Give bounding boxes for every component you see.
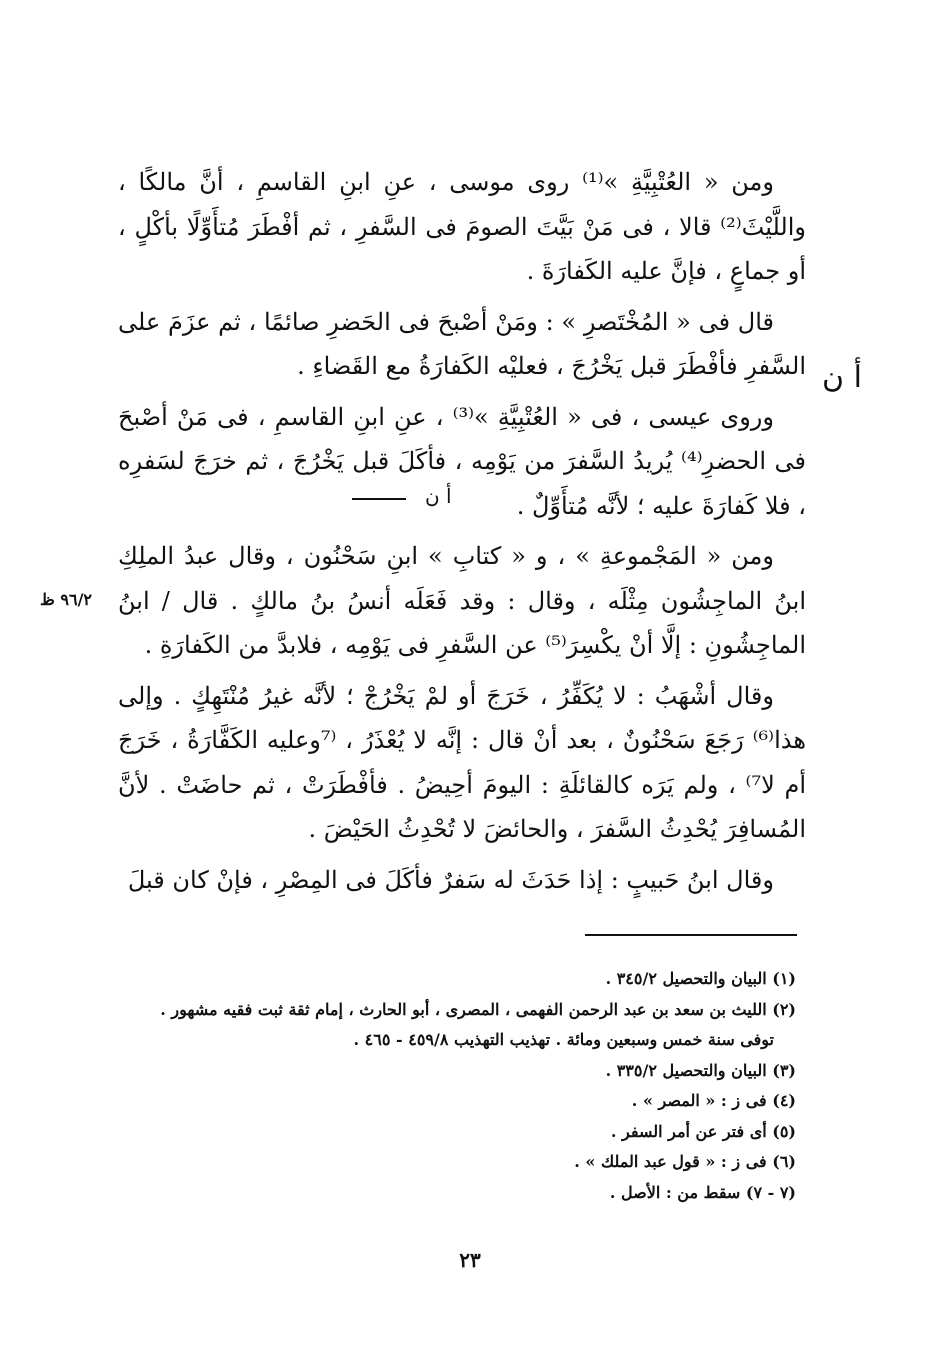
- main-text: [118, 160, 806, 902]
- footnote: (٥) أى فتر عن أمر السفر .: [610, 1121, 796, 1141]
- footnote: (١) البيان والتحصيل ٣٤٥/٢ .: [605, 969, 796, 988]
- footnotes: [120, 964, 796, 1208]
- footnote-separator: [585, 934, 797, 936]
- footnote: (٧ - ٧) سقط من : الأصل .: [609, 1182, 796, 1202]
- inline-dash-rule: [352, 498, 406, 500]
- paragraph: وروى عيسى ، فى « العُتْبِيَّةِ »⁽³⁾ ، عنِ ابنِ القاسمِ ، فى مَنْ أصْبحَ فى الحضرِ⁽⁴⁾ يُريدُ السَّفرَ من يَوْمِه ، فأكَلَ قبل يَخْرُجَ ، ثم خرَجَ لسَفرِه ، فلا كَفارَةَ عليه ؛ لأنَّه مُتأَوِّلٌ .: [118, 402, 807, 520]
- paragraph: وقال أشْهَبُ : لا يُكَفِّرُ ، خَرَجَ أو لمْ يَخْرُجْ ؛ لأنَّه غيرُ مُنْتَهِكٍ . وإلى هذا⁽⁶⁾ رَجَعَ سَحْنُونٌ ، بعد أنْ قال : إنَّه لا يُعْذَرُ ، ⁽⁷وعليه الكَفَّارَةُ ، خَرَجَ أم لا⁷⁾ ، ولم يَرَه كالقائلَةِ : اليومَ أحِيضُ . فأفْطَرَتْ ، ثم حاضَتْ . لأنَّ المُسافِرَ يُحْدِثُ السَّفرَ ، والحائضَ لا تُحْدِثُ الحَيْضَ .: [118, 681, 806, 843]
- paragraph: قال فى « المُخْتَصرِ » : ومَنْ أصْبحَ فى الحَضرِ صائمًا ، ثم عزَمَ على السَّفرِ فأفْطَرَ قبل يَخْرُجَ ، فعليْه الكَفارَةُ مع القَضاءِ .: [118, 307, 806, 380]
- footnote: (٣) البيان والتحصيل ٣٣٥/٢ .: [605, 1060, 796, 1080]
- margin-note-right: أ ن: [822, 360, 862, 395]
- footnote-continuation: توفى سنة خمس وسبعين ومائة . تهذيب التهذيب ٤٥٩/٨ - ٤٦٥ .: [353, 1030, 774, 1049]
- footnote: (٦) فى ز : « قول عبد الملك » .: [574, 1152, 796, 1171]
- paragraph: ومن « المَجْموعةِ » ، و « كتابِ » ابنِ سَحْنُون ، وقال عبدُ الملِكِ ابنُ الماجِشُون مِثْلَه ، وقال : وقد فَعَلَه أنسُ بنُ مالكٍ . قال / ابنُ الماجِشُونِ : إلَّا أنْ يكْسِرَ⁽⁵⁾ عن السَّفرِ فى يَوْمِه ، فلابدَّ من الكَفارَةِ .: [118, 542, 806, 659]
- footnote: (٤) فى ز : « المصر » .: [631, 1091, 796, 1110]
- page-number: ٢٣: [459, 1248, 481, 1272]
- footnote: (٢) الليث بن سعد بن عبد الرحمن الفهمى ، المصرى ، أبو الحارث ، إمام ثقة ثبت فقيه مشهور .: [160, 999, 796, 1019]
- paragraph: وقال ابنُ حَبيبٍ : إذا حَدَثَ له سَفرٌ فأكَلَ فى المِصْرِ ، فإنْ كان قبلَ: [127, 865, 774, 894]
- paragraph: ومن « العُتْبِيَّةِ »⁽¹⁾ روى موسى ، عنِ ابنِ القاسمِ ، أنَّ مالكًا ، واللَّيْثَ⁽²⁾ قالا ، فى مَنْ بَيَّتَ الصومَ فى السَّفرِ ، ثم أفْطَرَ مُتأَوِّلًا بأكْلٍ ، أو جماعٍ ، فإنَّ عليه الكَفارَةَ .: [118, 168, 806, 285]
- inline-manuscript-mark: أ ن: [425, 484, 452, 508]
- margin-note-left: ٩٦/٢ ظ: [40, 590, 92, 609]
